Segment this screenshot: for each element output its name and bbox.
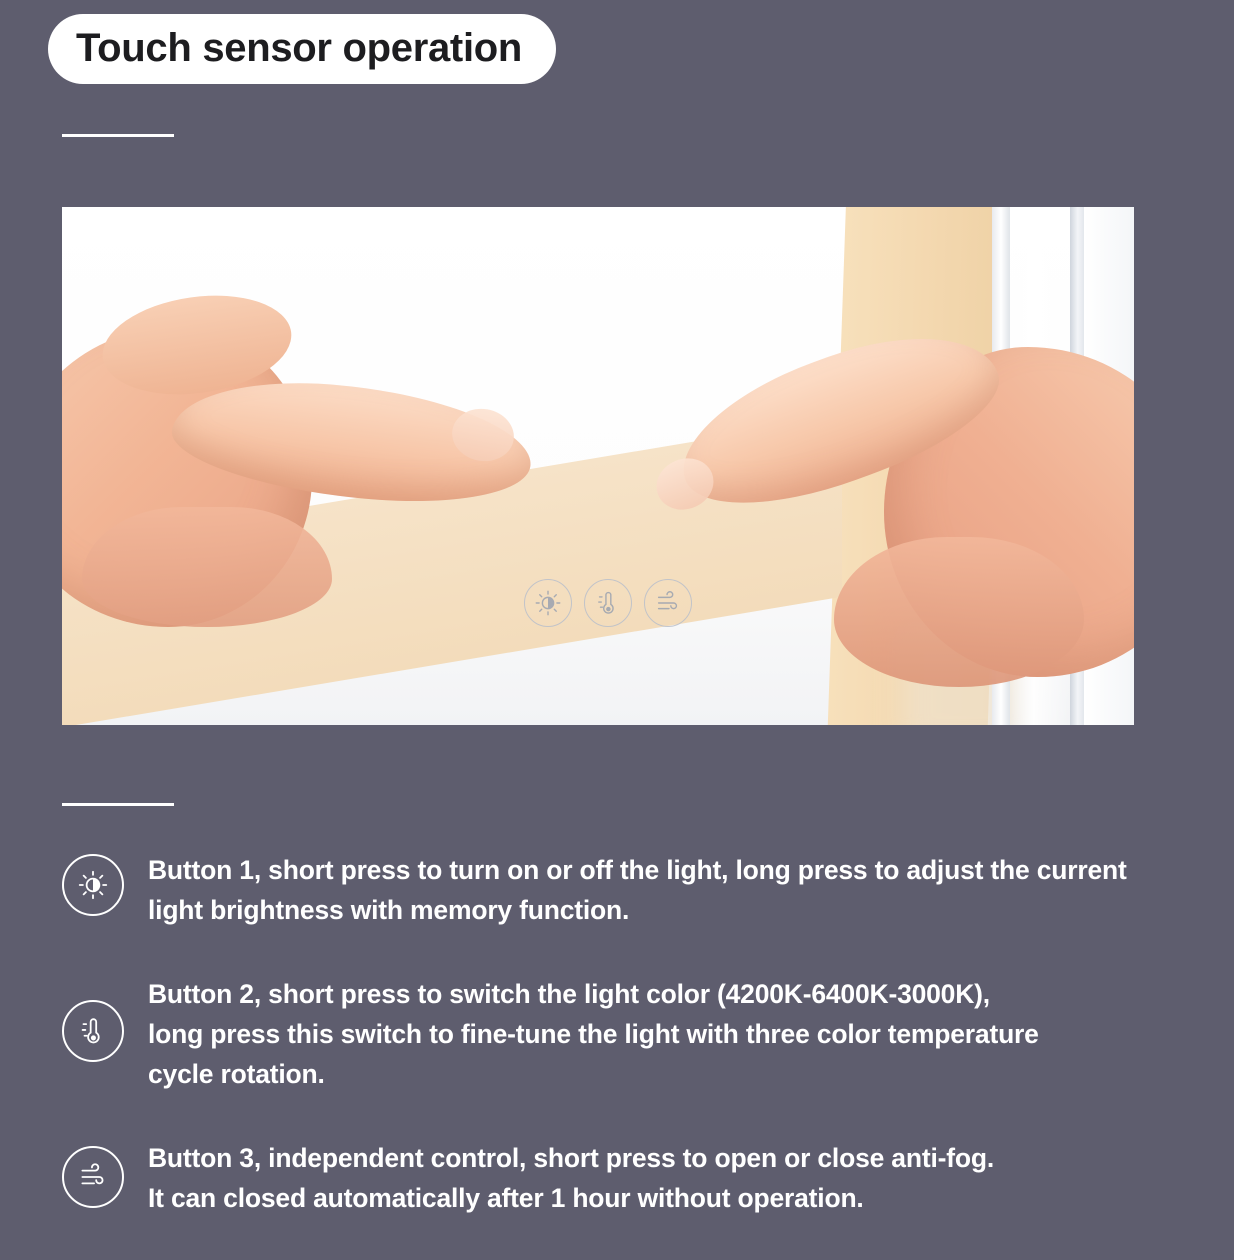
instruction-line: Button 1, short press to turn on or off the light, long press to adjust the current xyxy=(148,855,1127,885)
instruction-text xyxy=(148,972,1039,1094)
color-temperature-thermometer-icon[interactable] xyxy=(584,579,632,627)
instruction-text xyxy=(148,848,1127,930)
instruction-row xyxy=(62,972,1192,1094)
page-title: Touch sensor operation xyxy=(76,26,523,70)
divider-rule-bottom xyxy=(62,803,174,806)
left-hand-illustration xyxy=(62,257,572,677)
instruction-line: light brightness with memory function. xyxy=(148,895,630,925)
touch-button-cluster xyxy=(524,579,692,627)
instruction-line: cycle rotation. xyxy=(148,1059,325,1089)
instruction-text xyxy=(148,1136,994,1218)
instruction-line: long press this switch to fine-tune the light with three color temperature xyxy=(148,1019,1039,1049)
instruction-line: Button 3, independent control, short press to open or close anti-fog. xyxy=(148,1143,995,1173)
anti-fog-defogger-icon xyxy=(62,1146,124,1208)
instruction-row xyxy=(62,1136,1192,1218)
left-hand-knuckles xyxy=(82,507,332,627)
page-title-pill xyxy=(48,14,556,84)
instruction-row xyxy=(62,848,1192,930)
instruction-line: It can closed automatically after 1 hour without operation. xyxy=(148,1183,864,1213)
brightness-sun-icon xyxy=(62,854,124,916)
instruction-line: Button 2, short press to switch the light color (4200K-6400K-3000K), xyxy=(148,979,990,1009)
touch-sensor-photo xyxy=(62,207,1134,725)
right-hand-illustration xyxy=(624,237,1134,707)
divider-rule-top xyxy=(62,134,174,137)
color-temperature-thermometer-icon xyxy=(62,1000,124,1062)
instruction-list xyxy=(62,840,1192,1260)
brightness-sun-icon[interactable] xyxy=(524,579,572,627)
anti-fog-defogger-icon[interactable] xyxy=(644,579,692,627)
right-hand-knuckles xyxy=(834,537,1084,687)
